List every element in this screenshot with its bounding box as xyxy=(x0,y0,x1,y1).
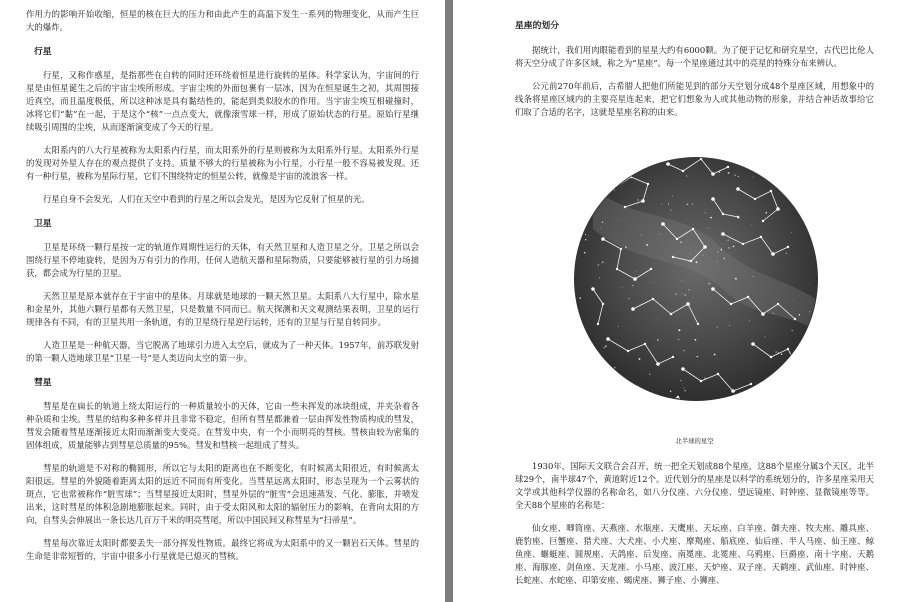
star xyxy=(627,350,629,352)
comet-paragraph-2: 彗星的轨道是不对称的椭圆形，所以它与太阳的距离也在不断变化，有时候离太阳很近，有时候离太阳很远。彗星的外貌随着距离太阳的远近不同而有所变化。当彗星远离太阳时，形态呈现为一个云雾状的斑点，它也常被称作“脏雪球”；当彗星接近太阳时，彗星外层的“脏雪”会迅速蒸发、气化、膨胀，并喷发出来，这时彗星的体积急剧地膨胀起来。同时，由于受太阳风和太阳的辐射压力的影响，在背向太阳的方向，自彗头会伸展出一条长达几百万千米的明亮彗尾，所以中国民间又称彗星为“扫帚星”。 xyxy=(26,463,419,525)
star xyxy=(606,337,610,341)
background-star xyxy=(615,143,617,145)
star xyxy=(602,303,604,305)
star xyxy=(787,246,789,248)
comet-paragraph-3: 彗星每次靠近太阳时都要丢失一部分挥发性物质。最终它将成为太阳系中的又一颗岩石天体。彗星的生命是非常短暂的，宇宙中很多小行星就是已熄灭的彗核。 xyxy=(26,538,419,561)
background-star xyxy=(680,380,681,381)
background-star xyxy=(799,314,801,316)
background-star xyxy=(811,153,813,155)
background-star xyxy=(764,336,765,337)
background-star xyxy=(776,351,777,352)
background-star xyxy=(649,373,650,374)
background-star xyxy=(585,234,586,235)
background-star xyxy=(659,234,660,235)
background-star xyxy=(583,364,585,366)
star xyxy=(787,348,789,350)
star xyxy=(616,268,618,270)
star xyxy=(624,206,626,208)
star xyxy=(686,302,690,306)
background-star xyxy=(683,388,684,389)
background-star xyxy=(588,235,589,236)
background-star xyxy=(717,327,718,328)
background-star xyxy=(703,412,704,413)
background-star xyxy=(680,242,681,243)
background-star xyxy=(598,264,600,266)
satellite-paragraph-1: 卫星是环绕一颗行星按一定的轨道作周期性运行的天体，有天然卫星和人造卫星之分。卫星之所以会围绕行星不停地旋转，是因为万有引力的作用，任何人造航天器和星际物质，只要能够被行星的引力场捕获，都会成为行星的卫星。 xyxy=(26,242,419,278)
background-star xyxy=(600,227,601,228)
star xyxy=(722,213,724,215)
background-star xyxy=(680,151,682,153)
star xyxy=(670,313,672,315)
background-star xyxy=(734,391,735,392)
star-map-caption: 北半球的星空 xyxy=(675,437,714,445)
background-star xyxy=(806,129,807,130)
background-star xyxy=(695,339,697,341)
background-star xyxy=(658,318,659,319)
background-star xyxy=(632,285,633,286)
background-star xyxy=(738,217,740,219)
background-star xyxy=(734,131,735,132)
background-star xyxy=(720,249,722,251)
star xyxy=(771,252,775,256)
star xyxy=(666,162,670,166)
background-star xyxy=(635,271,636,272)
background-star xyxy=(576,202,577,203)
background-star xyxy=(753,276,754,277)
background-star xyxy=(696,261,698,263)
background-star xyxy=(654,137,655,138)
background-star xyxy=(632,413,633,414)
background-star xyxy=(614,140,615,141)
star xyxy=(751,342,755,346)
background-star xyxy=(613,129,615,131)
star xyxy=(656,362,660,366)
star xyxy=(676,238,678,240)
background-star xyxy=(638,416,639,417)
background-star xyxy=(684,390,685,391)
background-star xyxy=(578,175,580,177)
background-star xyxy=(685,418,687,420)
star xyxy=(760,236,762,238)
background-star xyxy=(593,172,594,173)
star xyxy=(650,268,652,270)
background-star xyxy=(647,401,648,402)
background-star xyxy=(746,133,747,134)
star xyxy=(717,373,719,375)
star xyxy=(776,207,780,211)
star xyxy=(770,356,772,358)
constellation-heading: 星座的划分 xyxy=(515,21,559,31)
background-star xyxy=(728,172,730,174)
background-star xyxy=(603,366,605,368)
background-star xyxy=(640,234,641,235)
background-star xyxy=(585,239,586,240)
intro-paragraph: 作用力的影响开始收缩，恒星的核在巨大的压力和由此产生的高温下发生一系列的物理变化，从而产生巨大的爆炸。 xyxy=(26,9,419,32)
star xyxy=(794,318,796,320)
background-star xyxy=(579,297,581,299)
star xyxy=(700,158,702,160)
background-star xyxy=(811,397,812,398)
background-star xyxy=(683,350,684,351)
star xyxy=(662,403,664,405)
background-star xyxy=(749,320,750,321)
star xyxy=(692,228,694,230)
background-star xyxy=(688,261,689,262)
background-star xyxy=(602,382,604,384)
star xyxy=(703,245,707,249)
background-star xyxy=(590,177,591,178)
satellite-paragraph-3: 人造卫星是一种航天器，当它脱离了地球引力进入太空后，就成为了一种天体。1957年，前苏联发射的第一颗人造地球卫星“卫星一号”是人类迈向太空的第一步。 xyxy=(26,340,419,363)
background-star xyxy=(800,386,802,388)
background-star xyxy=(599,277,600,278)
background-star xyxy=(710,217,712,219)
constellation-paragraph-2: 公元前270年前后，古希腊人把他们所能见到的部分天空划分成48个星座区域，用想象中的线条将星座区域内的主要亮星连起来，把它们想象为人或其他动物的形象，并结合神话故事给它们取了合适的名字，这就是星座名称的由来。 xyxy=(515,81,874,117)
star xyxy=(750,383,752,385)
background-star xyxy=(728,240,729,241)
background-star xyxy=(641,304,642,305)
star xyxy=(727,166,729,168)
star xyxy=(747,296,749,298)
page-gutter xyxy=(445,0,453,602)
star xyxy=(672,256,674,258)
background-star xyxy=(645,166,646,167)
background-star xyxy=(637,199,639,201)
right-page xyxy=(453,0,898,602)
background-star xyxy=(809,283,810,284)
background-star xyxy=(717,261,718,262)
comet-paragraph-1: 彗星是在扁长的轨道上绕太阳运行的一种质量较小的天体，它由一些未挥发的冰块组成，并夹杂着各种杂质和尘埃。彗星的结构多种多样并且非常不稳定，但所有彗星都兼着一层由挥发性物质构成的彗发，彗发会随着彗星逐渐接近太阳而渐渐变大变亮。在彗发中央，有一个小而明亮的彗核。彗核由较为密集的固体组成，质量能够占到彗星总质量的95%。彗发和彗核一起组成了彗头。 xyxy=(26,401,419,450)
background-star xyxy=(639,358,641,360)
star xyxy=(677,396,679,398)
star xyxy=(641,392,645,396)
background-star xyxy=(682,281,683,282)
background-star xyxy=(602,261,604,263)
background-star xyxy=(592,393,593,394)
background-star xyxy=(666,155,667,156)
star xyxy=(711,287,715,291)
background-star xyxy=(602,222,603,223)
star xyxy=(641,199,645,203)
star xyxy=(700,380,702,382)
star xyxy=(730,303,732,305)
background-star xyxy=(577,221,578,222)
star xyxy=(691,412,695,416)
background-star xyxy=(653,282,654,283)
background-star xyxy=(573,275,574,276)
star xyxy=(721,232,725,236)
background-star xyxy=(710,299,711,300)
planet-paragraph-2: 太阳系内的八大行星被称为太阳系内行星，而太阳系外的行星则被称为太阳系外行星。太阳系外行星的发现对外星人存在的观点提供了支持。质量不够大的行星被称为小行星，小行星一般不容易被发现。还有一种行星，被称为星际行星，它们不围绕特定的恒星公转，就像是宇宙的流浪客一样。 xyxy=(26,145,419,181)
background-star xyxy=(688,289,690,291)
background-star xyxy=(645,428,646,429)
background-star xyxy=(696,356,697,357)
background-star xyxy=(723,244,724,245)
background-star xyxy=(656,160,658,162)
background-star xyxy=(766,212,768,214)
star xyxy=(591,287,595,291)
background-star xyxy=(813,424,814,425)
background-star xyxy=(719,171,721,173)
background-star xyxy=(770,252,771,253)
background-star xyxy=(678,329,680,331)
background-star xyxy=(631,394,632,395)
star xyxy=(661,222,665,226)
star xyxy=(620,248,622,250)
northern-sky-star-map xyxy=(573,129,819,429)
star xyxy=(731,389,735,393)
star xyxy=(652,298,654,300)
background-star xyxy=(665,405,667,407)
background-star xyxy=(670,390,672,392)
satellite-heading: 卫星 xyxy=(34,219,52,229)
background-star xyxy=(707,228,708,229)
background-star xyxy=(628,298,629,299)
star xyxy=(633,277,637,281)
background-star xyxy=(706,425,707,426)
background-star xyxy=(735,278,737,280)
background-star xyxy=(690,253,691,254)
background-star xyxy=(668,203,669,204)
background-star xyxy=(777,182,778,183)
background-star xyxy=(614,424,615,425)
star xyxy=(647,183,649,185)
background-star xyxy=(646,244,648,246)
background-star xyxy=(675,293,677,295)
background-star xyxy=(793,299,794,300)
star-map-figure xyxy=(515,129,874,434)
constellation-paragraph-1: 据统计，我们用肉眼能看到的星星大约有6000颗。为了便于记忆和研究星空，古代巴比伦人将天空分成了许多区域，称之为“星座”。每一个星座通过其中的亮星的特殊分布来辨认。 xyxy=(515,45,874,68)
background-star xyxy=(618,220,619,221)
background-star xyxy=(609,179,610,180)
star xyxy=(631,307,635,311)
background-star xyxy=(781,354,782,355)
background-star xyxy=(634,274,635,275)
star xyxy=(682,170,684,172)
background-star xyxy=(734,151,735,152)
star xyxy=(770,190,772,192)
comet-heading: 彗星 xyxy=(34,378,52,388)
background-star xyxy=(687,204,689,206)
planet-heading: 行星 xyxy=(34,47,52,57)
background-star xyxy=(767,170,768,171)
background-star xyxy=(810,368,812,370)
background-star xyxy=(693,297,694,298)
background-star xyxy=(584,252,586,254)
background-star xyxy=(657,339,658,340)
background-star xyxy=(734,174,736,176)
sky-disc xyxy=(574,157,818,401)
background-star xyxy=(605,345,606,346)
background-star xyxy=(625,246,627,248)
background-star xyxy=(791,232,792,233)
background-star xyxy=(724,258,725,259)
background-star xyxy=(694,144,695,145)
background-star xyxy=(678,338,680,340)
star xyxy=(601,237,605,241)
background-star xyxy=(753,177,754,178)
background-star xyxy=(703,255,704,256)
background-star xyxy=(586,205,587,206)
star xyxy=(597,323,599,325)
background-star xyxy=(709,136,710,137)
star xyxy=(796,367,800,371)
constellation-list-paragraph: 仙女座、唧筒座、天燕座、水瓶座、天鹰座、天坛座、白羊座、御夫座、牧夫座、雕具座、鹿豹座、巨蟹座、猎犬座、大犬座、小犬座、摩羯座、船底座、仙后座、半人马座、仙王座、鲸鱼座、蝘蜓座、圆规座、天鸽座、后发座、南冕座、北冕座、乌鸦座、巨爵座、南十字座、天鹅座、海豚座、剑鱼座、天龙座、小马座、波江座、天炉座、双子座、天鹤座、武仙座、时钟座、长蛇座、水蛇座、印第安座、蝎虎座、狮子座、小狮座、 xyxy=(515,523,874,585)
background-star xyxy=(737,129,738,130)
background-star xyxy=(778,352,780,354)
background-star xyxy=(806,219,808,221)
star xyxy=(681,367,685,371)
background-star xyxy=(573,422,574,423)
background-star xyxy=(813,130,814,131)
background-star xyxy=(733,246,735,248)
background-star xyxy=(596,192,598,194)
star xyxy=(672,356,674,358)
left-page xyxy=(0,0,445,602)
background-star xyxy=(622,287,623,288)
background-star xyxy=(735,389,736,390)
background-star xyxy=(670,210,671,211)
background-star xyxy=(718,252,719,253)
background-star xyxy=(605,132,607,134)
star xyxy=(697,323,699,325)
satellite-paragraph-2: 天然卫星是原本就存在于宇宙中的星体。月球就是地球的一颗天然卫星。太阳系八大行星中，除水星和金星外，其他六颗行星都有天然卫星，只是数量不同而已。航天探测和天文观测结果表明，卫星的运行规律各有不同，有的卫星共用一条轨道，有的卫星绕行星逆行运转，还有的卫星与行星自转同步。 xyxy=(26,291,419,327)
background-star xyxy=(807,226,808,227)
background-star xyxy=(628,412,629,413)
star xyxy=(754,198,756,200)
constellation-paragraph-3: 1930年，国际天文联合会召开，统一把全天划成88个星座，这88个星座分属3个天区，北半球29个，南半球47个，黄道附近12个。近代划分的星座是以科学的系统划分的，许多星座采用天文学或其他科学仪器的名称命名，如八分仪座、六分仪座、望远镜座、时钟座、显微镜座等等。全天88个星座的名称是： xyxy=(515,461,874,510)
background-star xyxy=(714,354,716,356)
planet-paragraph-3: 行星自身不会发光，人们在天空中看到的行星之所以会发光，是因为它反射了恒星的光。 xyxy=(43,194,370,204)
star xyxy=(777,303,779,305)
star xyxy=(736,187,740,191)
star xyxy=(690,260,692,262)
background-star xyxy=(791,413,792,414)
background-star xyxy=(792,330,793,331)
background-star xyxy=(748,390,749,391)
background-star xyxy=(682,293,683,294)
background-star xyxy=(773,313,774,314)
star xyxy=(711,172,715,176)
background-star xyxy=(751,225,752,226)
star xyxy=(762,220,764,222)
background-star xyxy=(738,176,739,177)
background-star xyxy=(729,325,730,326)
background-star xyxy=(603,347,605,349)
star xyxy=(644,343,646,345)
background-star xyxy=(692,204,693,205)
background-star xyxy=(725,158,726,159)
background-star xyxy=(684,294,686,296)
background-star xyxy=(672,195,673,196)
star xyxy=(711,197,715,201)
background-star xyxy=(618,326,619,327)
star xyxy=(742,243,744,245)
background-star xyxy=(671,214,672,215)
planet-paragraph-1: 行星，又称作惑星，是指那些在自转的同时还环绕着恒星进行旋转的星体。科学家认为，宇宙间的行星是由恒星诞生之后的宇宙尘埃所形成。宇宙尘埃的外面包裹有一层冰，因为在恒星诞生之初，其周围接近真空，而且温度极低，所以这种冰是具有黏结性的，能起到类似胶水的作用。当宇宙尘埃互相碰撞时，冰将它们“黏”在一起，于是这个“核”一点点变大，就像滚雪球一样，形成了原始状态的行星。原始行星继续吸引周围的尘埃，从而逐渐演变成了今天的行星。 xyxy=(26,70,419,132)
background-star xyxy=(704,377,706,379)
background-star xyxy=(661,204,662,205)
background-star xyxy=(786,253,787,254)
background-star xyxy=(686,175,687,176)
star xyxy=(761,312,765,316)
background-star xyxy=(728,247,730,249)
background-star xyxy=(776,423,778,425)
background-star xyxy=(705,212,706,213)
background-star xyxy=(708,283,710,285)
background-star xyxy=(726,154,727,155)
background-star xyxy=(809,311,810,312)
background-star xyxy=(779,415,780,416)
